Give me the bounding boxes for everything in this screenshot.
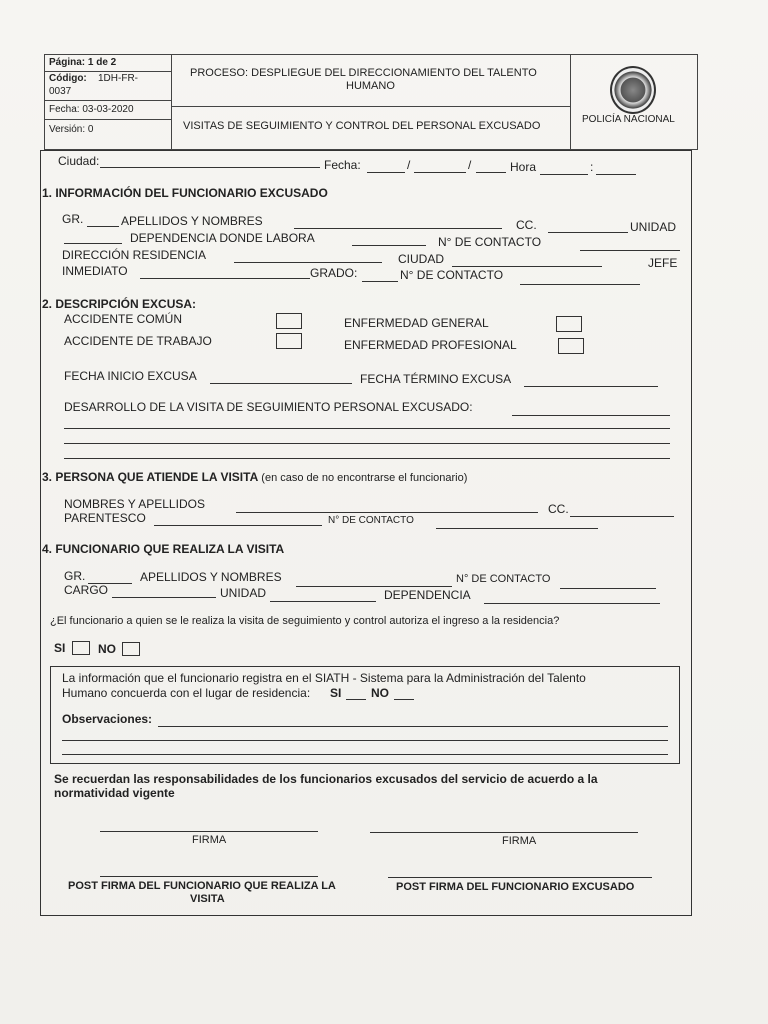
proceso-line-2: HUMANO bbox=[346, 80, 395, 92]
enfermedad-profesional-label: ENFERMEDAD PROFESIONAL bbox=[344, 338, 517, 352]
s1-unidad-label: UNIDAD bbox=[630, 220, 677, 234]
post-firma-label-1-line-1: POST FIRMA DEL FUNCIONARIO QUE REALIZA LA bbox=[68, 880, 336, 892]
fecha-month-field[interactable] bbox=[414, 172, 466, 173]
section-4-title: 4. FUNCIONARIO QUE REALIZA LA VISITA bbox=[42, 542, 285, 556]
hora-label: Hora bbox=[510, 160, 537, 174]
s1-inmediato-label: INMEDIATO bbox=[62, 264, 128, 278]
siath-si-field[interactable] bbox=[346, 699, 366, 700]
document-title: VISITAS DE SEGUIMIENTO Y CONTROL DEL PERSONAL EXCUSADO bbox=[183, 120, 541, 132]
accidente-comun-label: ACCIDENTE COMÚN bbox=[64, 312, 183, 326]
enfermedad-general-checkbox[interactable] bbox=[556, 316, 582, 332]
desarrollo-field-2[interactable] bbox=[64, 428, 670, 429]
observaciones-field-3[interactable] bbox=[62, 754, 668, 755]
hora-colon: : bbox=[590, 160, 594, 174]
observaciones-field-1[interactable] bbox=[158, 726, 668, 727]
s1-dependencia-field[interactable] bbox=[352, 245, 426, 246]
fecha-label: Fecha: 03-03-2020 bbox=[49, 104, 134, 115]
fecha-label-top: Fecha: bbox=[324, 158, 361, 172]
s4-unidad-field[interactable] bbox=[270, 601, 376, 602]
codigo-value-2: 0037 bbox=[49, 86, 72, 97]
siath-no-label: NO bbox=[371, 686, 389, 700]
s1-contacto-field-1[interactable] bbox=[580, 250, 680, 251]
s3-parentesco-field[interactable] bbox=[154, 525, 322, 526]
version-label: Versión: 0 bbox=[49, 124, 94, 135]
s1-cc-label: CC. bbox=[516, 218, 537, 232]
s1-ciudad-label: CIUDAD bbox=[398, 252, 445, 266]
autoriza-no-label: NO bbox=[98, 642, 116, 656]
siath-si-label: SI bbox=[330, 686, 342, 700]
s4-apellidos-label: APELLIDOS Y NOMBRES bbox=[140, 570, 282, 584]
fecha-slash-1: / bbox=[407, 158, 411, 172]
form-body-border bbox=[40, 150, 692, 916]
s4-contacto-field[interactable] bbox=[560, 588, 656, 589]
observaciones-label: Observaciones: bbox=[62, 712, 153, 726]
s1-direccion-label: DIRECCIÓN RESIDENCIA bbox=[62, 248, 207, 262]
post-firma-line-2[interactable] bbox=[388, 877, 652, 878]
section-2-title: 2. DESCRIPCIÓN EXCUSA: bbox=[42, 297, 197, 311]
s3-parentesco-label: PARENTESCO bbox=[64, 511, 146, 525]
proceso-line-1: PROCESO: DESPLIEGUE DEL DIRECCIONAMIENTO DEL TALENTO bbox=[190, 67, 537, 79]
section-3-note: (en caso de no encontrarse el funcionario) bbox=[258, 472, 468, 484]
firma-label-1: FIRMA bbox=[192, 834, 227, 846]
desarrollo-label: DESARROLLO DE LA VISITA DE SEGUIMIENTO PERSONAL EXCUSADO: bbox=[64, 400, 473, 414]
section-1-title: 1. INFORMACIÓN DEL FUNCIONARIO EXCUSADO bbox=[42, 186, 328, 200]
s1-apellidos-label: APELLIDOS Y NOMBRES bbox=[121, 214, 263, 228]
siath-no-field[interactable] bbox=[394, 699, 414, 700]
s1-cc-field[interactable] bbox=[548, 232, 628, 233]
s1-dependencia-label: DEPENDENCIA DONDE LABORA bbox=[130, 231, 315, 245]
enfermedad-profesional-checkbox[interactable] bbox=[558, 338, 584, 354]
s4-cargo-label: CARGO bbox=[64, 583, 109, 597]
accidente-comun-checkbox[interactable] bbox=[276, 313, 302, 329]
fecha-termino-field[interactable] bbox=[524, 386, 658, 387]
responsabilidades-line-2: normatividad vigente bbox=[54, 786, 175, 800]
accidente-trabajo-checkbox[interactable] bbox=[276, 333, 302, 349]
firma-line-2[interactable] bbox=[370, 832, 638, 833]
observaciones-field-2[interactable] bbox=[62, 740, 668, 741]
hora-hours-field[interactable] bbox=[540, 174, 588, 175]
fecha-inicio-field[interactable] bbox=[210, 383, 352, 384]
hora-minutes-field[interactable] bbox=[596, 174, 636, 175]
responsabilidades-line-1: Se recuerdan las responsabilidades de los funcionarios excusados del servicio de acuerdo a la bbox=[54, 772, 598, 786]
s3-cc-label: CC. bbox=[548, 502, 569, 516]
s4-contacto-label: N° DE CONTACTO bbox=[456, 573, 551, 585]
s3-contacto-field[interactable] bbox=[436, 528, 598, 529]
fecha-termino-label: FECHA TÉRMINO EXCUSA bbox=[360, 372, 512, 386]
s1-unidad-field[interactable] bbox=[64, 243, 122, 244]
s4-gr-label: GR. bbox=[64, 569, 86, 583]
codigo-value-1: 1DH-FR- bbox=[98, 73, 138, 84]
s1-contacto-label-2: N° DE CONTACTO bbox=[400, 268, 504, 282]
firma-label-2: FIRMA bbox=[502, 835, 537, 847]
s1-contacto-label-1: N° DE CONTACTO bbox=[438, 235, 542, 249]
desarrollo-field-3[interactable] bbox=[64, 443, 670, 444]
fecha-year-field[interactable] bbox=[476, 172, 506, 173]
fecha-inicio-label: FECHA INICIO EXCUSA bbox=[64, 369, 197, 383]
fecha-slash-2: / bbox=[468, 158, 472, 172]
police-seal-icon bbox=[610, 66, 656, 114]
s3-nombres-field[interactable] bbox=[236, 512, 538, 513]
s1-contacto-field-2[interactable] bbox=[520, 284, 640, 285]
autoriza-question: ¿El funcionario a quien se le realiza la visita de seguimiento y control autoriza el ingreso a la residencia? bbox=[50, 615, 560, 627]
enfermedad-general-label: ENFERMEDAD GENERAL bbox=[344, 316, 489, 330]
codigo-label: Código: bbox=[49, 73, 87, 84]
s1-grado-field[interactable] bbox=[362, 281, 398, 282]
section-3-title: 3. PERSONA QUE ATIENDE LA VISITA bbox=[42, 470, 259, 484]
s4-cargo-field[interactable] bbox=[112, 597, 216, 598]
ciudad-field[interactable] bbox=[100, 167, 320, 168]
post-firma-line-1[interactable] bbox=[100, 876, 318, 877]
siath-line-2: Humano concuerda con el lugar de residencia: bbox=[62, 686, 311, 700]
firma-line-1[interactable] bbox=[100, 831, 318, 832]
post-firma-label-2: POST FIRMA DEL FUNCIONARIO EXCUSADO bbox=[396, 881, 635, 893]
desarrollo-field-4[interactable] bbox=[64, 458, 670, 459]
org-name: POLICÍA NACIONAL bbox=[582, 114, 675, 125]
s1-ciudad-field[interactable] bbox=[452, 266, 602, 267]
s1-apellidos-field[interactable] bbox=[294, 228, 502, 229]
autoriza-no-checkbox[interactable] bbox=[122, 642, 140, 656]
s3-contacto-label: N° DE CONTACTO bbox=[328, 515, 414, 526]
s1-jefe-label: JEFE bbox=[648, 256, 678, 270]
s4-dependencia-field[interactable] bbox=[484, 603, 660, 604]
siath-line-1: La información que el funcionario registra en el SIATH - Sistema para la Administración del Talento bbox=[62, 671, 586, 685]
s4-dependencia-label: DEPENDENCIA bbox=[384, 588, 471, 602]
desarrollo-field-1[interactable] bbox=[512, 415, 670, 416]
autoriza-si-checkbox[interactable] bbox=[72, 641, 90, 655]
s1-grado-label: GRADO: bbox=[310, 266, 358, 280]
autoriza-si-label: SI bbox=[54, 641, 66, 655]
s1-gr-field[interactable] bbox=[87, 226, 119, 227]
ciudad-label: Ciudad: bbox=[58, 154, 100, 168]
s1-direccion-field[interactable] bbox=[234, 262, 382, 263]
s1-gr-label: GR. bbox=[62, 212, 84, 226]
section-3-heading bbox=[42, 470, 467, 484]
fecha-day-field[interactable] bbox=[367, 172, 405, 173]
accidente-trabajo-label: ACCIDENTE DE TRABAJO bbox=[64, 334, 212, 348]
s1-inmediato-field[interactable] bbox=[140, 278, 310, 279]
s4-unidad-label: UNIDAD bbox=[220, 586, 267, 600]
pagina-label: Página: 1 de 2 bbox=[49, 57, 117, 68]
s4-apellidos-field[interactable] bbox=[296, 586, 452, 587]
post-firma-label-1-line-2: VISITA bbox=[190, 893, 225, 905]
s3-nombres-label: NOMBRES Y APELLIDOS bbox=[64, 497, 205, 511]
s3-cc-field[interactable] bbox=[570, 516, 674, 517]
